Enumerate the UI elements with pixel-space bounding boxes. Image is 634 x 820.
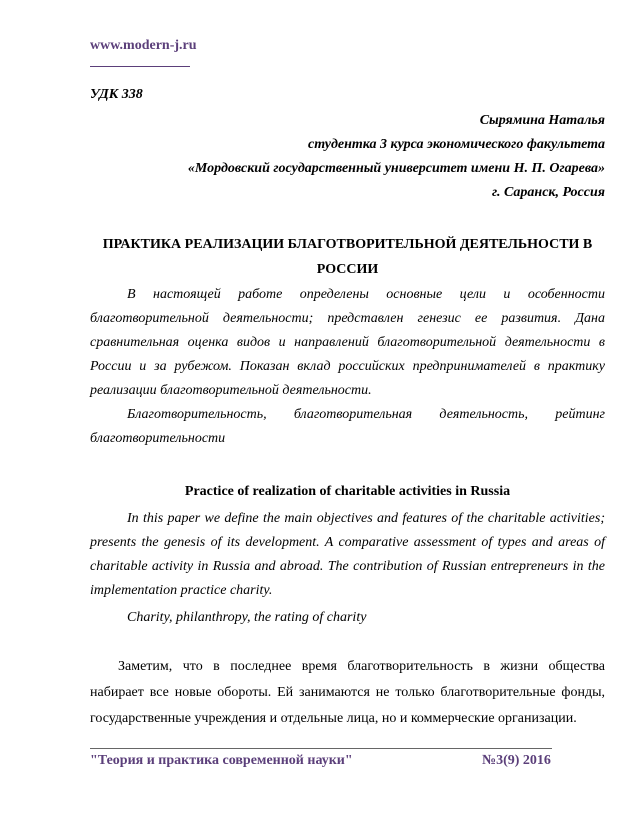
abstract-ru: В настоящей работе определены основные цели и особенности благотворительной деятельности; представлен генезис ее развития. Дана сравнительная оценка видов и направлений благотворительной деятельности в России и за рубежом. Показан вклад российских предпринимателей в практику реализации благотворительной деятельности.	[90, 287, 605, 398]
footer-issue: №3(9) 2016	[482, 753, 551, 768]
udk-code: УДК 338	[90, 87, 143, 102]
author-name: Сырямина Наталья	[479, 113, 605, 128]
site-url-link[interactable]: www.modern-j.ru	[90, 38, 197, 53]
author-city: г. Саранск, Россия	[492, 185, 605, 200]
body-paragraph: Заметим, что в последнее время благотворительность в жизни общества набирает все новые обороты. Ей занимаются не только благотворительные фонды, государственные учреждения и отдельные лица, но и коммерческие организации.	[90, 659, 605, 726]
footer-divider	[90, 748, 552, 749]
author-position: студентка 3 курса экономического факультета	[308, 137, 605, 152]
keywords-ru: Благотворительность, благотворительная деятельность, рейтинг благотворительности	[90, 407, 605, 446]
article-title-en: Practice of realization of charitable activities in Russia	[184, 484, 511, 499]
keywords-en: Charity, philanthropy, the rating of charity	[127, 610, 367, 625]
site-url-underline	[90, 66, 190, 67]
author-university: «Мордовский государственный университет имени Н. П. Огарева»	[187, 161, 605, 176]
article-title: ПРАКТИКА РЕАЛИЗАЦИИ БЛАГОТВОРИТЕЛЬНОЙ ДЕЯТЕЛЬНОСТИ В РОССИИ	[102, 237, 593, 277]
footer-journal-title: "Теория и практика современной науки"	[90, 753, 353, 768]
abstract-en: In this paper we define the main objectives and features of the charitable activities; presents the genesis of its development. A comparative assessment of types and areas of charitable activity in Russia and abroad. The contribution of Russian entrepreneurs in the implementation practice charity.	[90, 511, 605, 598]
